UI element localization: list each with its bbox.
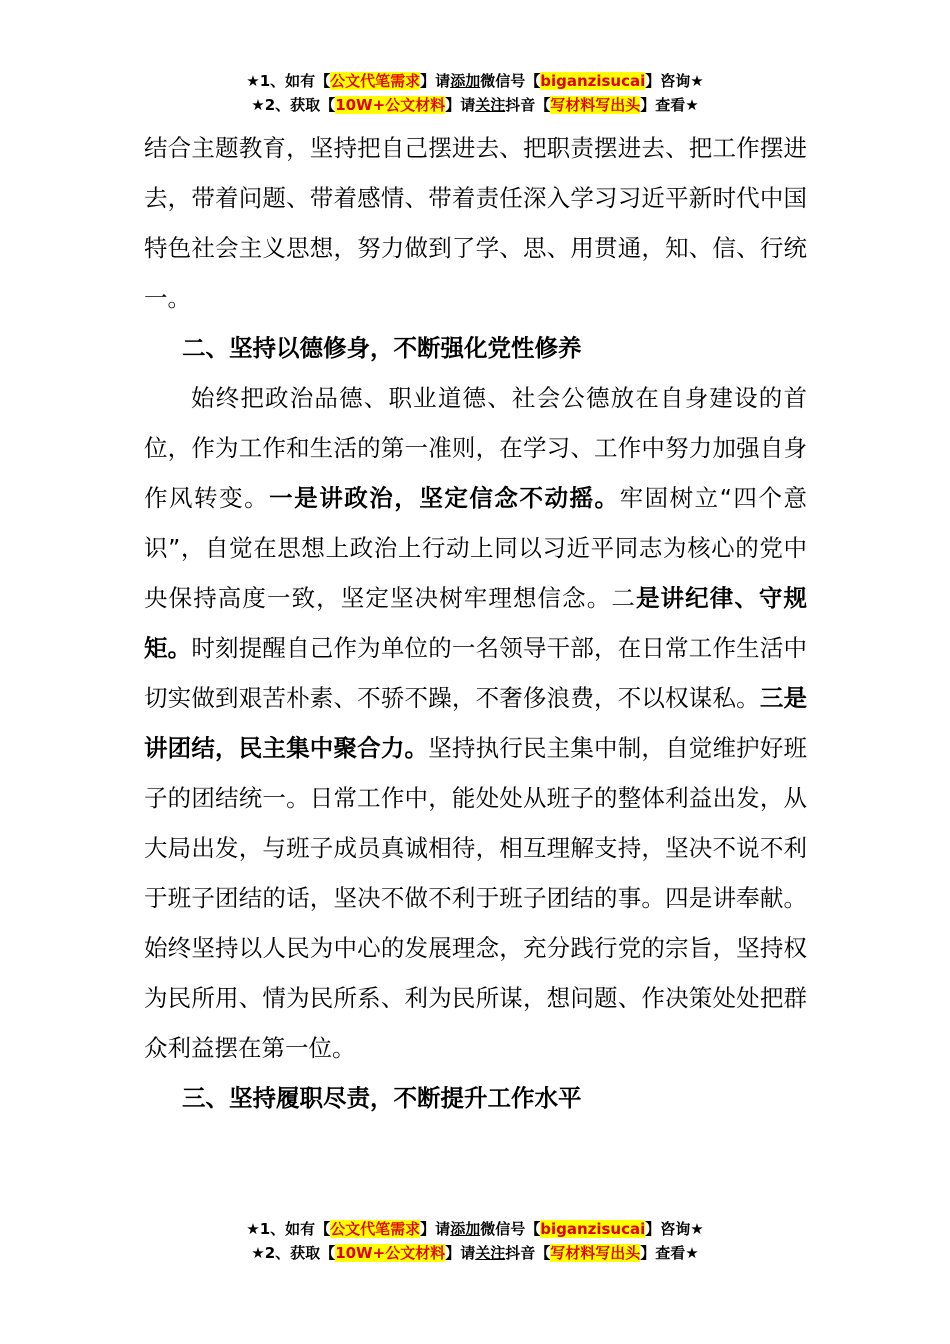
banner-text: ★1、如有【 [246, 72, 331, 90]
banner-line-2 [0, 1241, 950, 1265]
paragraph-2 [144, 373, 807, 1073]
banner-highlight-wechat-id: biganzisucai [540, 1220, 646, 1238]
banner-text: 抖音【 [505, 96, 551, 114]
banner-highlight-materials: 10W+公文材料 [335, 96, 446, 114]
banner-text: 微信号【 [480, 1220, 541, 1238]
banner-text: 】请 [420, 1220, 451, 1238]
banner-underline-add: 添加 [450, 1220, 481, 1238]
banner-line-1 [0, 69, 950, 93]
bold-point-3: 三是讲团结，民主集中聚合力。 [144, 684, 808, 762]
banner-text: ★2、获取【 [251, 96, 336, 114]
banner-highlight-materials: 10W+公文材料 [335, 1244, 446, 1262]
paragraph-text: 始终把政治品德、职业道德、社会公德放在自身建设的首位，作为工作和生活的第一准则，在学习、工作中努力加强自身作风转变。 [144, 384, 807, 512]
banner-text: 】请 [445, 96, 476, 114]
banner-text: ★2、获取【 [251, 1244, 336, 1262]
banner-text: 】请 [445, 1244, 476, 1262]
paragraph-1: 结合主题教育，坚持把自己摆进去、把职责摆进去、把工作摆进去，带着问题、带着感情、带着责任深入学习习近平新时代中国特色社会主义思想，努力做到了学、思、用贯通，知、信、行统一。 [144, 134, 807, 312]
banner-line-1 [0, 1217, 950, 1241]
banner-highlight-douyin-name: 写材料写出头 [550, 96, 641, 114]
section-heading-3: 三、坚持履职尽责，不断提升工作水平 [182, 1084, 582, 1112]
header-banner [0, 69, 950, 117]
banner-text: 】咨询★ [645, 1220, 704, 1238]
banner-text: ★1、如有【 [246, 1220, 331, 1238]
bold-point-2: 是讲纪律、守规矩。 [144, 584, 808, 662]
banner-text: 微信号【 [480, 72, 541, 90]
banner-text: 】请 [420, 72, 451, 90]
paragraph-text: 坚持执行民主集中制，自觉维护好班子的团结统一。日常工作中，能处处从班子的整体利益出发，从大局出发，与班子成员真诚相待，相互理解支持，坚决不说不利于班子团结的话，坚决不做不利于班子团结的事。四是讲奉献。始终坚持以人民为中心的发展理念，充分践行党的宗旨，坚持权为民所用、情为民所系、利为民所谋，想问题、作决策处处把群众利益摆在第一位。 [144, 734, 808, 1062]
banner-text: 】查看★ [640, 1244, 699, 1262]
document-body [144, 123, 807, 1123]
banner-line-2 [0, 93, 950, 117]
banner-text: 抖音【 [505, 1244, 551, 1262]
paragraph-text: 时刻提醒自己作为单位的一名领导干部，在日常工作生活中切实做到艰苦朴素、不骄不躁，不奢侈浪费，不以权谋私。 [144, 634, 808, 712]
paragraph-text: 牢固树立“四个意识”，自觉在思想上政治上行动上同以习近平同志为核心的党中央保持高度一致，坚定坚决树牢理想信念。二 [144, 484, 807, 612]
banner-underline-follow: 关注 [475, 96, 506, 114]
banner-highlight-service: 公文代笔需求 [330, 1220, 421, 1238]
banner-underline-add: 添加 [450, 72, 481, 90]
banner-highlight-service: 公文代笔需求 [330, 72, 421, 90]
footer-banner [0, 1217, 950, 1265]
banner-highlight-wechat-id: biganzisucai [540, 72, 646, 90]
banner-text: 】咨询★ [645, 72, 704, 90]
banner-highlight-douyin-name: 写材料写出头 [550, 1244, 641, 1262]
section-heading-2: 二、坚持以德修身，不断强化党性修养 [182, 334, 582, 362]
banner-underline-follow: 关注 [475, 1244, 506, 1262]
banner-text: 】查看★ [640, 96, 699, 114]
bold-point-1: 一是讲政治，坚定信念不动摇。 [269, 484, 620, 512]
